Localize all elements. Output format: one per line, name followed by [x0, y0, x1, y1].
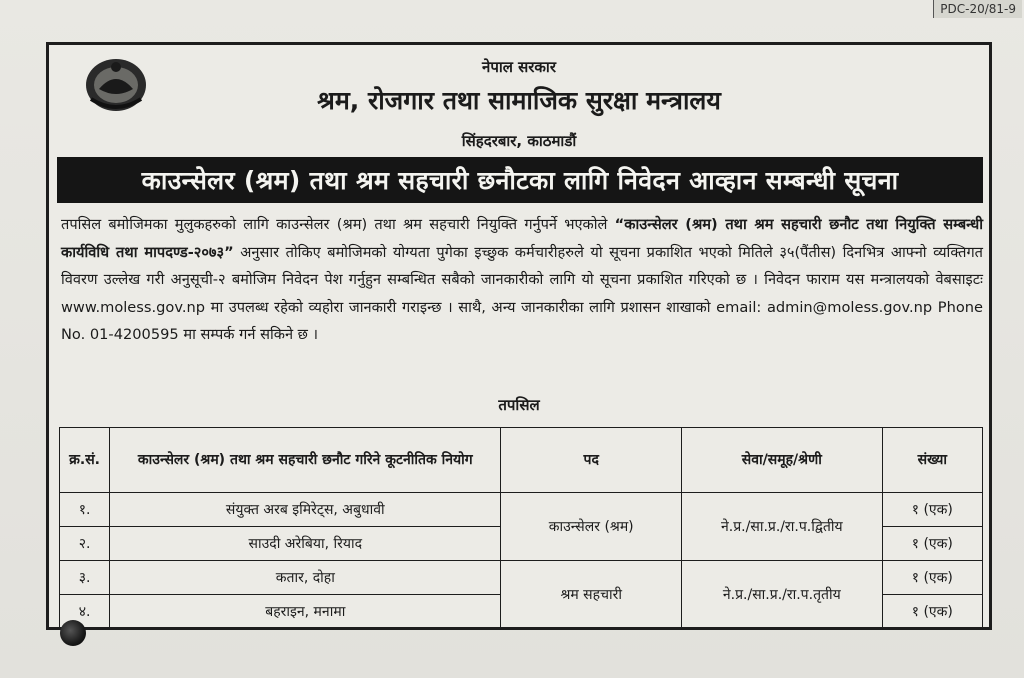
- cell-mission: संयुक्त अरब इमिरेट्स, अबुधावी: [110, 493, 501, 527]
- ministry-location: सिंहदरबार, काठमाडौं: [461, 132, 577, 150]
- cell-count: १ (एक): [882, 561, 982, 595]
- cell-service: ने.प्र./सा.प्र./रा.प.द्वितीय: [682, 493, 883, 561]
- cell-mission: साउदी अरेबिया, रियाद: [110, 527, 501, 561]
- table-header-row: [60, 428, 983, 493]
- cell-service: ने.प्र./सा.प्र./रा.प.तृतीय: [682, 561, 883, 629]
- notice-body-part1: तपसिल बमोजिमका मुलुकहरुको लागि काउन्सेलर (श्रम) तथा श्रम सहचारी नियुक्ति गर्नुपर्ने भएकोले: [61, 216, 615, 233]
- cell-count: १ (एक): [882, 527, 982, 561]
- table-row: [60, 493, 983, 527]
- header-sn: क्र.सं.: [60, 428, 110, 493]
- header-service: सेवा/समूह/श्रेणी: [682, 428, 883, 493]
- notice-body-bold-quote: “काउन्सेलर (श्रम) तथा श्रम सहचारी छनौट तथा नियुक्ति सम्बन्धी कार्यविधि तथा मापदण्ड-२०७३”: [61, 216, 983, 261]
- cell-sn: ४.: [60, 595, 110, 629]
- notice-title-banner: काउन्सेलर (श्रम) तथा श्रम सहचारी छनौटका लागि निवेदन आव्हान सम्बन्धी सूचना: [57, 157, 983, 203]
- header-post: पद: [501, 428, 682, 493]
- cell-post: काउन्सेलर (श्रम): [501, 493, 682, 561]
- government-name: नेपाल सरकार: [482, 58, 556, 76]
- cell-sn: ३.: [60, 561, 110, 595]
- notice-body-part2: अनुसार तोकिए बमोजिमको योग्यता पुगेका इच्छुक कर्मचारीहरुले यो सूचना प्रकाशित भएको मितिले ३५(पैंतीस) दिनभित्र आफ्नो व्यक्तिगत विवरण उल्लेख गरी अनुसूची-२ बमोजिम निवेदन पेश गर्नुहुन सम्बन्धित सबैको जानकारीको लागि यो सूचना प्रकाशित गरिएको छ । निवेदन फाराम यस मन्त्रालयको वेबसाइटः www.moless.gov.np मा उपलब्ध रहेको व्यहोरा जानकारी गराइन्छ । साथै, अन्य जानकारीका लागि प्रशासन शाखाको email: admin@moless.gov.np Phone No. 01-4200595 मा सम्पर्क गर्न सकिने छ ।: [61, 243, 984, 343]
- cell-sn: २.: [60, 527, 110, 561]
- header-count: संख्या: [882, 428, 982, 493]
- cell-post: श्रम सहचारी: [501, 561, 682, 629]
- ministry-name: श्रम, रोजगार तथा सामाजिक सुरक्षा मन्त्रालय: [317, 86, 721, 115]
- header-mission: काउन्सेलर (श्रम) तथा श्रम सहचारी छनौट गरिने कूटनीतिक नियोग: [110, 428, 501, 493]
- cell-mission: कतार, दोहा: [110, 561, 501, 595]
- cell-mission: बहराइन, मनामा: [110, 595, 501, 629]
- punch-hole: [60, 620, 86, 646]
- notice-box: [46, 42, 992, 630]
- cell-count: १ (एक): [882, 493, 982, 527]
- edge-clipping-text: PDC-20/81-9: [933, 0, 1022, 18]
- table-row: [60, 561, 983, 595]
- cell-sn: १.: [60, 493, 110, 527]
- positions-table: [59, 427, 983, 629]
- cell-count: १ (एक): [882, 595, 982, 629]
- schedule-label: तपसिल: [498, 396, 540, 414]
- notice-body: [61, 211, 983, 349]
